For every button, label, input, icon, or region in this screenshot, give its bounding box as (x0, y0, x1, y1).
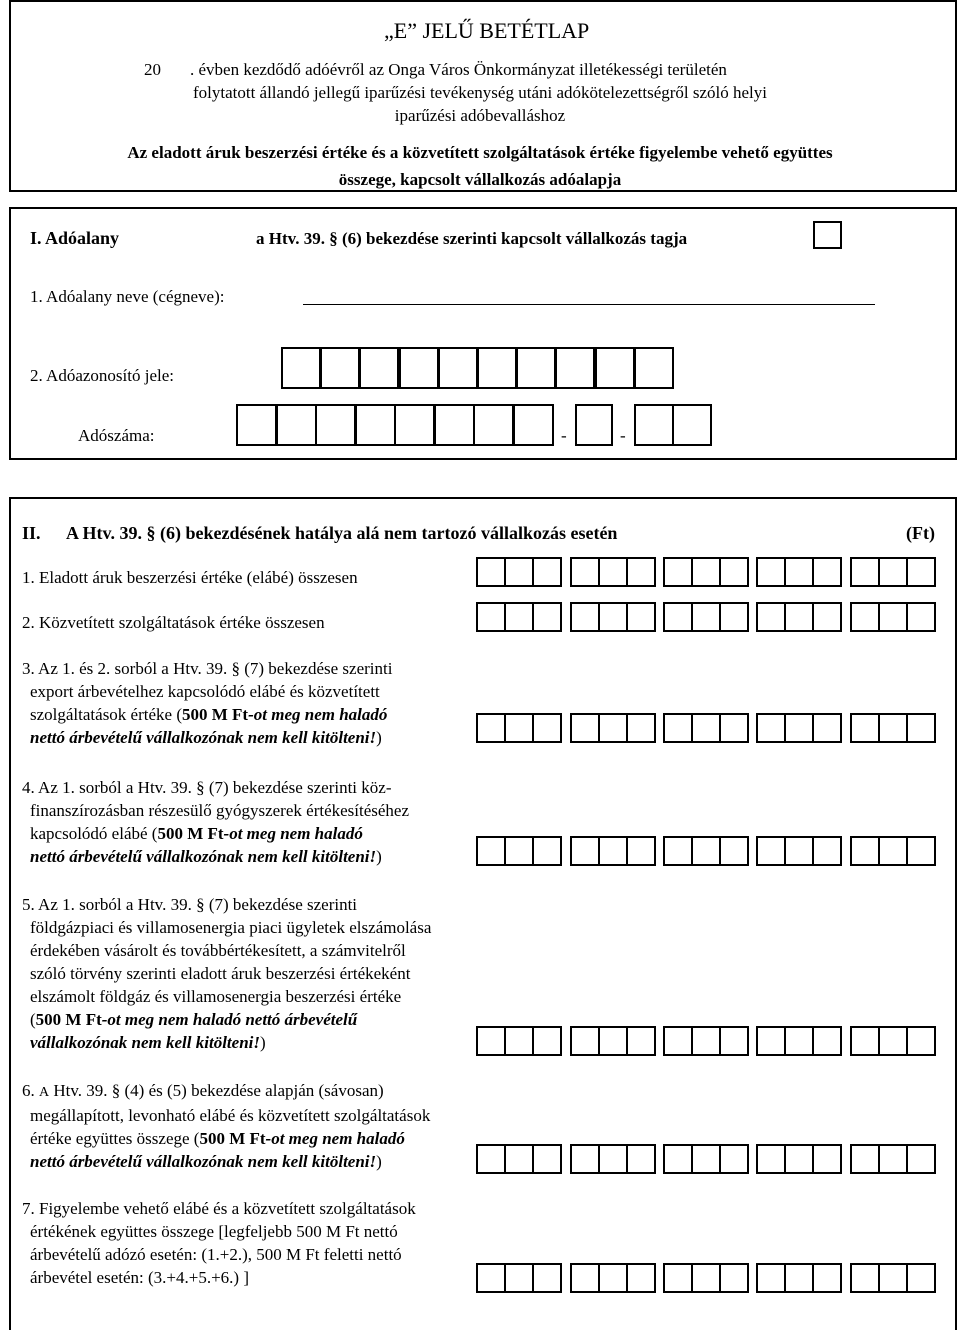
row6-line4b: ) (376, 1152, 382, 1171)
amount-cell-row-3[interactable] (906, 713, 936, 743)
amount-cell-row-1[interactable] (812, 557, 842, 587)
amount-cell-row-3[interactable] (878, 713, 908, 743)
amount-cell-row-3[interactable] (812, 713, 842, 743)
amount-cell-row-6[interactable] (626, 1144, 656, 1174)
amount-cell-row-5[interactable] (784, 1026, 814, 1056)
amount-cell-row-4[interactable] (850, 836, 880, 866)
amount-cell-row-7[interactable] (756, 1263, 786, 1293)
row3-line4a: nettó árbevételű vállalkozónak nem kell kitölteni! (30, 728, 377, 747)
amount-cell-row-5[interactable] (532, 1026, 562, 1056)
name-input-line[interactable] (303, 304, 875, 305)
amount-cell-row-1[interactable] (663, 557, 693, 587)
tax-number-cell[interactable] (473, 404, 514, 446)
amount-cell-row-7[interactable] (719, 1263, 749, 1293)
amount-cell-row-7[interactable] (906, 1263, 936, 1293)
row3-line2: export árbevételhez kapcsolódó elábé és közvetített (30, 682, 380, 701)
amount-cell-row-5[interactable] (878, 1026, 908, 1056)
amount-cell-row-6[interactable] (532, 1144, 562, 1174)
row5-line2: földgázpiaci és villamosenergia piaci ügyletek elszámolása (30, 918, 432, 937)
tax-id-cell[interactable] (281, 347, 321, 389)
amount-cell-row-6[interactable] (784, 1144, 814, 1174)
row5-line7a: vállalkozónak nem kell kitölteni! (30, 1033, 260, 1052)
amount-cell-row-2[interactable] (691, 602, 721, 632)
amount-cell-row-4[interactable] (598, 836, 628, 866)
tax-id-cell[interactable] (477, 347, 517, 389)
amount-cell-row-5[interactable] (691, 1026, 721, 1056)
amount-cell-row-1[interactable] (850, 557, 880, 587)
amount-cell-row-2[interactable] (504, 602, 534, 632)
tax-number-dash-2: - (620, 426, 626, 445)
amount-cell-row-3[interactable] (663, 713, 693, 743)
tax-id-cell[interactable] (359, 347, 399, 389)
amount-cell-row-7[interactable] (598, 1263, 628, 1293)
row6-line3a: értéke együttes összege ( (30, 1129, 200, 1148)
amount-cell-row-5[interactable] (598, 1026, 628, 1056)
tax-id-cell[interactable] (320, 347, 360, 389)
row2-label: 2. Közvetített szolgáltatások értéke összesen (22, 613, 325, 632)
amount-cell-row-6[interactable] (476, 1144, 506, 1174)
amount-cell-row-3[interactable] (784, 713, 814, 743)
tax-id-cell[interactable] (634, 347, 674, 389)
row5-line5: elszámolt földgáz és villamosenergia beszerzési értéke (30, 987, 402, 1006)
amount-cell-row-7[interactable] (476, 1263, 506, 1293)
row5-line7b: ) (259, 1033, 266, 1052)
row6-line4a: nettó árbevételű vállalkozónak nem kell kitölteni! (30, 1152, 377, 1171)
amount-cell-row-2[interactable] (812, 602, 842, 632)
amount-cell-row-4[interactable] (878, 836, 908, 866)
unit-label: (Ft) (906, 523, 935, 543)
amount-cell-row-4[interactable] (504, 836, 534, 866)
amount-cell-row-5[interactable] (906, 1026, 936, 1056)
row6-line2: megállapított, levonható elábé és közvetített szolgáltatások (30, 1106, 431, 1125)
row4-line4b: ) (376, 847, 382, 866)
row6-label (22, 1079, 430, 1173)
amount-cell-row-1[interactable] (878, 557, 908, 587)
row7-line4: árbevétel esetén: (3.+4.+5.+6.) ] (30, 1268, 249, 1287)
row5-line6a: ( (30, 1010, 36, 1029)
row4-line4a: nettó árbevételű vállalkozónak nem kell kitölteni! (30, 847, 377, 866)
row6-line3b: 500 M Ft (199, 1129, 266, 1148)
amount-cell-row-3[interactable] (598, 713, 628, 743)
tax-number-cell[interactable] (315, 404, 356, 446)
amount-cell-row-2[interactable] (850, 602, 880, 632)
amount-cell-row-2[interactable] (663, 602, 693, 632)
amount-cell-row-5[interactable] (504, 1026, 534, 1056)
row5-line6c: -ot meg nem haladó nettó árbevételű (101, 1010, 358, 1029)
amount-cell-row-1[interactable] (784, 557, 814, 587)
amount-cell-row-7[interactable] (850, 1263, 880, 1293)
row6-line1a: 6. (22, 1081, 39, 1100)
row4-line3b: 500 M Ft (157, 824, 224, 843)
name-label: 1. Adóalany neve (cégneve): (30, 287, 225, 306)
tax-number-cell[interactable] (236, 404, 277, 446)
tax-number-cell[interactable] (434, 404, 475, 446)
row5-line3: érdekében vásárolt és továbbértékesített, a számvitelről (30, 941, 406, 960)
amount-cell-row-2[interactable] (532, 602, 562, 632)
section-2-num: II. (22, 523, 41, 543)
amount-cell-row-6[interactable] (850, 1144, 880, 1174)
amount-cell-row-4[interactable] (719, 836, 749, 866)
row4-line3c: -ot meg nem haladó (223, 824, 363, 843)
amount-cell-row-1[interactable] (504, 557, 534, 587)
amount-cell-row-4[interactable] (532, 836, 562, 866)
row3-line3b: 500 M Ft (182, 705, 249, 724)
row5-label (22, 893, 431, 1054)
amount-cell-row-2[interactable] (626, 602, 656, 632)
section-2-title: A Htv. 39. § (6) bekezdésének hatálya alá nem tartozó vállalkozás esetén (66, 523, 618, 543)
tax-id-cell[interactable] (438, 347, 478, 389)
header-line2: folytatott állandó jellegű iparűzési tevékenység utáni adókötelezettségről szóló helyi (192, 83, 768, 102)
row7-label (22, 1197, 416, 1289)
amount-cell-row-1[interactable] (570, 557, 600, 587)
amount-cell-row-3[interactable] (626, 713, 656, 743)
row3-label (22, 657, 392, 749)
amount-cell-row-4[interactable] (906, 836, 936, 866)
amount-cell-row-4[interactable] (476, 836, 506, 866)
section-1-title: I. Adóalany (30, 228, 120, 248)
kapcsolt-checkbox[interactable] (813, 221, 842, 249)
adoszam-label: Adószáma: (78, 426, 155, 445)
amount-cell-row-3[interactable] (570, 713, 600, 743)
amount-cell-row-7[interactable] (532, 1263, 562, 1293)
row7-line1: 7. Figyelembe vehető elábé és a közvetített szolgáltatások (22, 1199, 416, 1218)
amount-cell-row-7[interactable] (504, 1263, 534, 1293)
amount-cell-row-3[interactable] (756, 713, 786, 743)
amount-cell-row-1[interactable] (476, 557, 506, 587)
form-title: „E” JELŰ BETÉTLAP (384, 18, 590, 43)
amount-cell-row-2[interactable] (906, 602, 936, 632)
amount-cell-row-1[interactable] (756, 557, 786, 587)
amount-cell-row-4[interactable] (812, 836, 842, 866)
amount-cell-row-7[interactable] (626, 1263, 656, 1293)
row6-line1c: Htv. 39. § (4) és (5) bekezdése alapján (sávosan) (49, 1081, 384, 1100)
row4-line1: 4. Az 1. sorból a Htv. 39. § (7) bekezdése szerinti köz- (22, 778, 392, 797)
amount-cell-row-7[interactable] (570, 1263, 600, 1293)
tax-id-cell[interactable] (516, 347, 556, 389)
amount-cell-row-3[interactable] (850, 713, 880, 743)
tax-id-cell[interactable] (399, 347, 439, 389)
header-subtitle2: összege, kapcsolt vállalkozás adóalapja (338, 170, 622, 189)
amount-cell-row-2[interactable] (719, 602, 749, 632)
amount-cell-row-1[interactable] (598, 557, 628, 587)
row4-line3a: kapcsolódó elábé ( (30, 824, 158, 843)
kapcsolt-label: a Htv. 39. § (6) bekezdése szerinti kapcsolt vállalkozás tagja (256, 229, 688, 248)
amount-cell-row-1[interactable] (906, 557, 936, 587)
amount-cell-row-6[interactable] (598, 1144, 628, 1174)
amount-cell-row-4[interactable] (570, 836, 600, 866)
amount-cell-row-6[interactable] (663, 1144, 693, 1174)
tax-id-cell[interactable] (555, 347, 595, 389)
amount-cell-row-5[interactable] (850, 1026, 880, 1056)
amount-cell-row-1[interactable] (719, 557, 749, 587)
row3-line3c: -ot meg nem haladó (248, 705, 388, 724)
adoazonosito-label: 2. Adóazonosító jele: (30, 366, 175, 385)
tax-number-cell[interactable] (276, 404, 317, 446)
tax-id-cell[interactable] (595, 347, 635, 389)
row7-line2: értékének együttes összege [legfeljebb 500 M Ft nettó (30, 1222, 398, 1241)
amount-cell-row-3[interactable] (476, 713, 506, 743)
tax-number-cell[interactable] (513, 404, 554, 446)
tax-number-cell[interactable] (575, 404, 613, 446)
row3-line1: 3. Az 1. és 2. sorból a Htv. 39. § (7) bekezdése szerinti (22, 659, 393, 678)
amount-cell-row-1[interactable] (691, 557, 721, 587)
row5-line4: szóló törvény szerinti eladott áruk beszerzési értékeként (30, 964, 411, 983)
header-year: 20 (144, 60, 161, 79)
amount-cell-row-6[interactable] (878, 1144, 908, 1174)
tax-number-cell[interactable] (355, 404, 396, 446)
amount-cell-row-7[interactable] (663, 1263, 693, 1293)
row6-line3c: -ot meg nem haladó (265, 1129, 405, 1148)
row4-line2: finanszírozásban részesülő gyógyszerek értékesítéséhez (30, 801, 410, 820)
amount-cell-row-2[interactable] (878, 602, 908, 632)
amount-cell-row-5[interactable] (719, 1026, 749, 1056)
amount-cell-row-4[interactable] (691, 836, 721, 866)
row4-label (22, 776, 409, 868)
amount-cell-row-1[interactable] (532, 557, 562, 587)
amount-cell-row-5[interactable] (812, 1026, 842, 1056)
amount-cell-row-2[interactable] (784, 602, 814, 632)
amount-cell-row-5[interactable] (756, 1026, 786, 1056)
row5-line1: 5. Az 1. sorból a Htv. 39. § (7) bekezdése szerinti (22, 895, 358, 914)
amount-cell-row-7[interactable] (878, 1263, 908, 1293)
amount-cell-row-6[interactable] (756, 1144, 786, 1174)
amount-cell-row-6[interactable] (906, 1144, 936, 1174)
row3-line3a: szolgáltatások értéke ( (30, 705, 182, 724)
amount-cell-row-7[interactable] (691, 1263, 721, 1293)
amount-cell-row-6[interactable] (691, 1144, 721, 1174)
header-subtitle1: Az eladott áruk beszerzési értéke és a közvetített szolgáltatások értéke figyelembe vehető együttes (127, 143, 833, 162)
row1-label: 1. Eladott áruk beszerzési értéke (elábé) összesen (22, 568, 358, 587)
amount-cell-row-5[interactable] (626, 1026, 656, 1056)
amount-cell-row-6[interactable] (812, 1144, 842, 1174)
row5-line6b: 500 M Ft (35, 1010, 102, 1029)
header-line1: . évben kezdődő adóévről az Onga Város Önkormányzat illetékességi területén (190, 60, 727, 79)
amount-cell-row-4[interactable] (756, 836, 786, 866)
row6-line1b: A (39, 1085, 50, 1100)
amount-cell-row-2[interactable] (476, 602, 506, 632)
amount-cell-row-4[interactable] (626, 836, 656, 866)
tax-number-dash-1: - (561, 426, 567, 445)
amount-cell-row-4[interactable] (784, 836, 814, 866)
amount-cell-row-5[interactable] (663, 1026, 693, 1056)
amount-cell-row-4[interactable] (663, 836, 693, 866)
amount-cell-row-1[interactable] (626, 557, 656, 587)
tax-number-cell[interactable] (634, 404, 674, 446)
row7-line3: árbevételű adózó esetén: (1.+2.), 500 M Ft feletti nettó (30, 1245, 402, 1264)
amount-cell-row-2[interactable] (570, 602, 600, 632)
amount-cell-row-7[interactable] (784, 1263, 814, 1293)
amount-cell-row-5[interactable] (476, 1026, 506, 1056)
amount-cell-row-3[interactable] (719, 713, 749, 743)
amount-cell-row-3[interactable] (691, 713, 721, 743)
amount-cell-row-6[interactable] (719, 1144, 749, 1174)
amount-cell-row-6[interactable] (570, 1144, 600, 1174)
amount-cell-row-2[interactable] (756, 602, 786, 632)
amount-cell-row-7[interactable] (812, 1263, 842, 1293)
amount-cell-row-6[interactable] (504, 1144, 534, 1174)
tax-number-cell[interactable] (394, 404, 435, 446)
header-line3: iparűzési adóbevalláshoz (394, 106, 566, 125)
amount-cell-row-3[interactable] (504, 713, 534, 743)
amount-cell-row-5[interactable] (570, 1026, 600, 1056)
amount-cell-row-2[interactable] (598, 602, 628, 632)
tax-number-cell[interactable] (672, 404, 712, 446)
row3-line4b: ) (376, 728, 382, 747)
amount-cell-row-3[interactable] (532, 713, 562, 743)
